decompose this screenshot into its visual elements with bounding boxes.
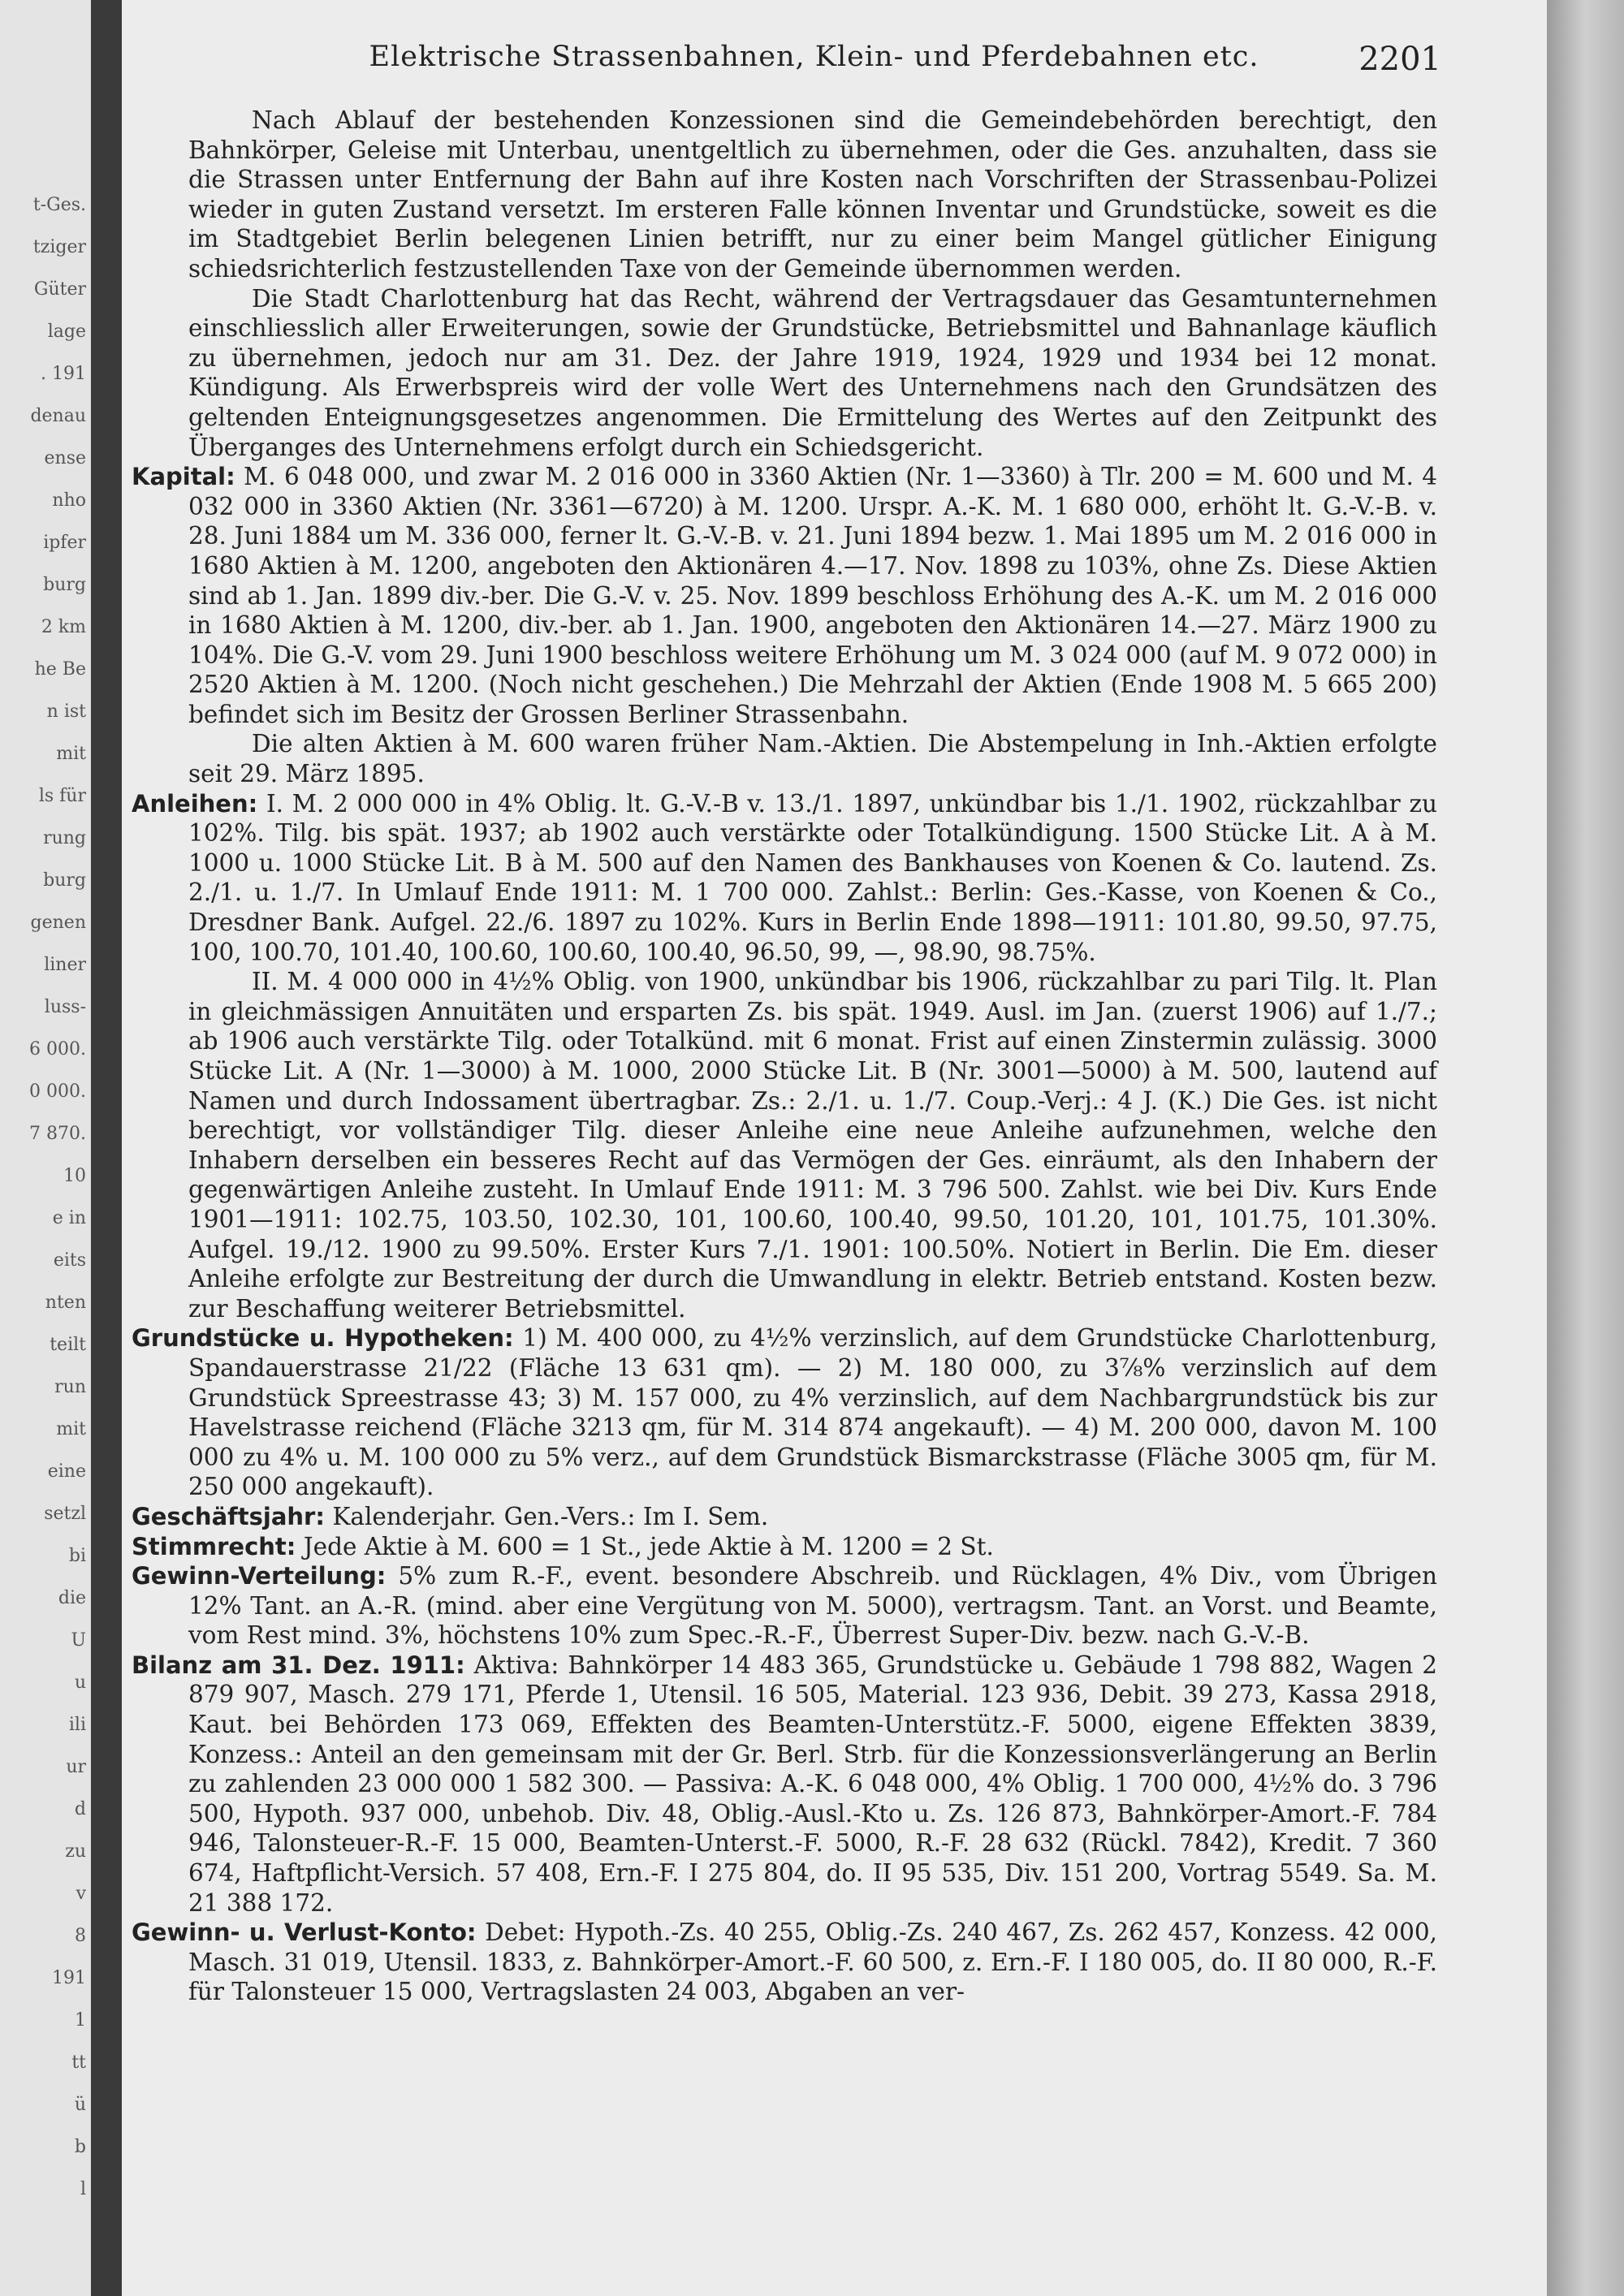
margin-fragment: eits: [53, 1250, 86, 1271]
section-paragraph: [132, 1561, 1437, 1651]
margin-fragment: ense: [44, 448, 86, 468]
margin-fragment: burg: [43, 870, 86, 891]
adjacent-page-fragment: [0, 0, 91, 2296]
margin-fragment: ili: [68, 1715, 86, 1735]
margin-fragment: mit: [56, 1419, 86, 1439]
margin-fragment: e in: [52, 1208, 86, 1228]
paragraph-text: Debet: Hypoth.-Zs. 40 255, Oblig.-Zs. 240 467, Zs. 262 457, Konzess. 42 000, Masch. 31 019, Utensil. 1833, z. Bahnkörper-Amort.-F. 60 500, z. Ern.-F. I 180 005, do. II 80 000, R.-F. für Talonsteuer 15 000, Vertragslasten 24 003, Abgaben an ver-: [188, 1918, 1437, 2006]
paragraph-text: Kalenderjahr. Gen.-Vers.: Im I. Sem.: [332, 1502, 769, 1530]
margin-fragment: nten: [45, 1293, 86, 1313]
margin-fragment: bi: [68, 1546, 86, 1566]
margin-fragment: rung: [43, 828, 86, 848]
margin-fragment: Güter: [33, 279, 86, 300]
margin-fragment: zu: [65, 1841, 86, 1862]
section-label: Bilanz am 31. Dez. 1911:: [132, 1651, 465, 1679]
running-header: [187, 41, 1441, 81]
margin-fragment: ur: [66, 1757, 86, 1777]
margin-fragment: lage: [47, 322, 86, 342]
body-paragraph: [188, 106, 1437, 284]
section-label: Stimmrecht:: [132, 1532, 296, 1560]
margin-fragment: 8: [75, 1926, 86, 1946]
margin-fragment: 191: [52, 1968, 86, 1988]
margin-fragment: ls für: [38, 786, 86, 806]
section-label: Anleihen:: [132, 789, 258, 818]
margin-fragment: 10: [63, 1166, 86, 1186]
section-paragraph: [132, 789, 1437, 968]
body-paragraph: [188, 729, 1437, 788]
section-label: Gewinn- u. Verlust-Konto:: [132, 1918, 477, 1947]
margin-fragment: mit: [56, 744, 86, 764]
binding-gutter-left: [91, 0, 122, 2296]
margin-fragment: 0 000.: [29, 1081, 86, 1102]
margin-fragment: u: [74, 1672, 86, 1693]
margin-fragment: setzl: [44, 1504, 86, 1524]
margin-fragment: 2 km: [41, 617, 86, 637]
paragraph-text: II. M. 4 000 000 in 4½% Oblig. von 1900, unkündbar bis 1906, rückzahlbar zu pari Tilg. lt. Plan in gleichmässigen Annuitäten und ersparten Zs. bis spät. 1949. Ausl. im Jan. (zuerst 1906) auf 1./7.; ab 1906 auch verstärkte Tilg. oder Totalkünd. mit 6 monat. Frist auf einen Zinstermin zulässig. 3000 Stücke Lit. A (Nr. 1—3000) à M. 1000, 2000 Stücke Lit. B (Nr. 3001—5000) à M. 500, lautend auf Namen und durch Indossament übertragbar. Zs.: 2./1. u. 1./7. Coup.-Verj.: 4 J. (K.) Die Ges. ist nicht berechtigt, vor vollständiger Tilg. dieser Anleihe eine neue Anleihe aufzunehmen, welche den Inhabern derselben ein besseres Recht auf das Vermögen der Ges. einräumt, als den Inhabern der gegenwärtigen Anleihe zusteht. In Umlauf Ende 1911: M. 3 796 500. Zahlst. wie bei Div. Kurs Ende 1901—1911: 102.75, 103.50, 102.30, 101, 100.60, 100.40, 99.50, 101.20, 101, 101.75, 101.30%. Aufgel. 19./12. 1900 zu 99.50%. Erster Kurs 7./1. 1901: 100.50%. Notiert in Berlin. Die Em. dieser Anleihe erfolgte zur Bestreitung der durch die Umwandlung in elektr. Betrieb entstand. Kosten bezw. zur Beschaffung weiterer Betriebsmittel.: [188, 968, 1437, 1323]
section-paragraph: [132, 1323, 1437, 1502]
margin-fragment: U: [71, 1630, 86, 1651]
section-paragraph: [132, 1502, 1437, 1532]
paragraph-text: 1) M. 400 000, zu 4½% verzinslich, auf dem Grundstücke Charlottenburg, Spandauerstrasse 21/22 (Fläche 13 631 qm). — 2) M. 180 000, zu 3⅞% verzinslich auf dem Grundstück Spreestrasse 43; 3) M. 157 000, zu 4% verzinslich, auf dem Nachbargrundstück bis zur Havelstrasse reichend (Fläche 3213 qm, für M. 314 874 angekauft). — 4) M. 200 000, davon M. 100 000 zu 4% u. M. 100 000 zu 5% verz., auf dem Grundstück Bismarckstrasse (Fläche 3005 qm, für M. 250 000 angekauft).: [188, 1324, 1437, 1501]
margin-fragment: l: [80, 2179, 86, 2199]
paragraph-text: Nach Ablauf der bestehenden Konzessionen sind die Gemeindebehörden berechtigt, den Bahnkörper, Geleise mit Unterbau, unentgeltlich zu übernehmen, oder die Ges. anzuhalten, dass sie die Strassen unter Entfernung der Bahn auf ihre Kosten nach Vorschriften der Strassenbau-Polizei wieder in guten Zustand versetzt. Im ersteren Falle können Inventar und Grundstücke, soweit es die im Stadtgebiet Berlin belegenen Linien betrifft, nur zu einer beim Mangel gütlicher Einigung schiedsrichterlich festzustellenden Taxe von der Gemeinde übernommen werden.: [188, 106, 1437, 283]
section-label: Gewinn-Verteilung:: [132, 1562, 387, 1590]
page-number: 2201: [1358, 41, 1441, 78]
margin-fragment: he Be: [34, 659, 86, 680]
margin-fragment: genen: [30, 913, 86, 933]
page-body: [132, 106, 1437, 2007]
paragraph-text: Die alten Aktien à M. 600 waren früher Nam.-Aktien. Die Abstempelung in Inh.-Aktien erfolgte seit 29. März 1895.: [188, 730, 1437, 788]
margin-fragment: eine: [47, 1461, 86, 1482]
paragraph-text: M. 6 048 000, und zwar M. 2 016 000 in 3360 Aktien (Nr. 1—3360) à Tlr. 200 = M. 600 und M. 4 032 000 in 3360 Aktien (Nr. 3361—6720) à M. 1200. Urspr. A.-K. M. 1 680 000, erhöht lt. G.-V.-B. v. 28. Juni 1884 um M. 336 000, ferner lt. G.-V.-B. v. 21. Juni 1894 bezw. 1. Mai 1895 um M. 2 016 000 in 1680 Aktien à M. 1200, angeboten den Aktionären 4.—17. Nov. 1898 zu 103%, ohne Zs. Diese Aktien sind ab 1. Jan. 1899 div.-ber. Die G.-V. v. 25. Nov. 1899 beschloss Erhöhung des A.-K. um M. 2 016 000 in 1680 Aktien à M. 1200, div.-ber. ab 1. Jan. 1900, angeboten den Aktionären 14.—27. März 1900 zu 104%. Die G.-V. vom 29. Juni 1900 beschloss weitere Erhöhung um M. 3 024 000 (auf M. 9 072 000) in 2520 Aktien à M. 1200. (Noch nicht geschehen.) Die Mehrzahl der Aktien (Ende 1908 M. 5 665 200) befindet sich im Besitz der Grossen Berliner Strassenbahn.: [188, 463, 1437, 728]
margin-fragment: d: [74, 1799, 86, 1819]
section-label: Grundstücke u. Hypotheken:: [132, 1324, 514, 1353]
paragraph-text: I. M. 2 000 000 in 4% Oblig. lt. G.-V.-B v. 13./1. 1897, unkündbar bis 1./1. 1902, rückzahlbar zu 102%. Tilg. bis spät. 1937; ab 1902 auch verstärkte oder Totalkündigung. 1500 Stücke Lit. A à M. 1000 u. 1000 Stücke Lit. B à M. 500 auf den Namen des Bankhauses von Koenen & Co. lautend. Zs. 2./1. u. 1./7. In Umlauf Ende 1911: M. 1 700 000. Zahlst.: Berlin: Ges.-Kasse, von Koenen & Co., Dresdner Bank. Aufgel. 22./6. 1897 zu 102%. Kurs in Berlin Ende 1898—1911: 101.80, 99.50, 97.75, 100, 100.70, 101.40, 100.60, 100.60, 100.40, 96.50, 99, —, 98.90, 98.75%.: [188, 789, 1437, 966]
margin-fragment: b: [74, 2137, 86, 2157]
section-label: Kapital:: [132, 463, 235, 491]
binding-edge-right: [1547, 0, 1624, 2296]
margin-fragment: ipfer: [43, 533, 86, 553]
running-title: Elektrische Strassenbahnen, Klein- und Pferdebahnen etc.: [369, 41, 1259, 73]
body-paragraph: [188, 284, 1437, 463]
margin-fragment: t-Ges.: [32, 195, 86, 215]
paragraph-text: 5% zum R.-F., event. besondere Abschreib. und Rücklagen, 4% Div., vom Übrigen 12% Tant. an A.-R. (mind. aber eine Vergütung von M. 5000), vertragsm. Tant. an Vorst. und Beamte, vom Rest mind. 3%, höchstens 10% zum Spec.-R.-F., Überrest Super-Div. bezw. nach G.-V.-B.: [188, 1562, 1437, 1650]
margin-fragment: burg: [43, 575, 86, 595]
paragraph-text: Aktiva: Bahnkörper 14 483 365, Grundstücke u. Gebäude 1 798 882, Wagen 2 879 907, Masch. 279 171, Pferde 1, Utensil. 16 505, Material. 123 936, Debit. 39 273, Kassa 2918, Kaut. bei Behörden 173 069, Effekten des Beamten-Unterstütz.-F. 5000, eigene Effekten 3839, Konzess.: Anteil an den gemeinsam mit der Gr. Berl. Strb. für die Konzessionsverlängerung an Berlin zu zahlenden 23 000 000 1 582 300. — Passiva: A.-K. 6 048 000, 4% Oblig. 1 700 000, 4½% do. 3 796 500, Hypoth. 937 000, unbehob. Div. 48, Oblig.-Ausl.-Kto u. Zs. 126 873, Bahnkörper-Amort.-F. 784 946, Talonsteuer-R.-F. 15 000, Beamten-Unterst.-F. 5000, R.-F. 28 632 (Rückl. 7842), Kredit. 7 360 674, Haftpflicht-Versich. 57 408, Ern.-F. I 275 804, do. II 95 535, Div. 151 200, Vortrag 5549. Sa. M. 21 388 172.: [188, 1651, 1437, 1917]
margin-fragment: ü: [74, 2095, 86, 2115]
margin-fragment: luss-: [44, 997, 86, 1017]
section-label: Geschäftsjahr:: [132, 1502, 325, 1530]
section-paragraph: [132, 1532, 1437, 1562]
margin-fragment: denau: [30, 406, 86, 426]
margin-fragment: nho: [52, 490, 86, 511]
margin-fragment: 6 000.: [29, 1039, 86, 1060]
margin-fragment: n ist: [46, 701, 86, 722]
margin-fragment: 7 870.: [29, 1124, 86, 1144]
margin-fragment: run: [54, 1377, 86, 1397]
section-paragraph: [132, 1918, 1437, 2007]
margin-fragment: tt: [71, 2052, 86, 2073]
margin-fragment: 1: [75, 2010, 86, 2031]
margin-fragment: . 191: [41, 364, 86, 384]
margin-fragment: tziger: [32, 237, 86, 257]
margin-fragment: die: [58, 1588, 86, 1608]
margin-fragment: teilt: [50, 1335, 86, 1355]
paragraph-text: Die Stadt Charlottenburg hat das Recht, während der Vertragsdauer das Gesamtunternehmen einschliesslich aller Erweiterungen, sowie der Grundstücke, Betriebsmittel und Bahnanlage käuflich zu übernehmen, jedoch nur am 31. Dez. der Jahre 1919, 1924, 1929 und 1934 bei 12 monat. Kündigung. Als Erwerbspreis wird der volle Wert des Unternehmens nach den Grundsätzen des geltenden Enteignungsgesetzes angenommen. Die Ermittelung des Wertes auf den Zeitpunkt des Überganges des Unternehmens erfolgt durch ein Schiedsgericht.: [188, 284, 1437, 461]
paragraph-text: Jede Aktie à M. 600 = 1 St., jede Aktie à M. 1200 = 2 St.: [303, 1532, 994, 1560]
body-paragraph: [188, 967, 1437, 1323]
section-paragraph: [132, 1651, 1437, 1918]
section-paragraph: [132, 462, 1437, 729]
margin-fragment: liner: [44, 955, 86, 975]
margin-fragment: v: [76, 1884, 86, 1904]
